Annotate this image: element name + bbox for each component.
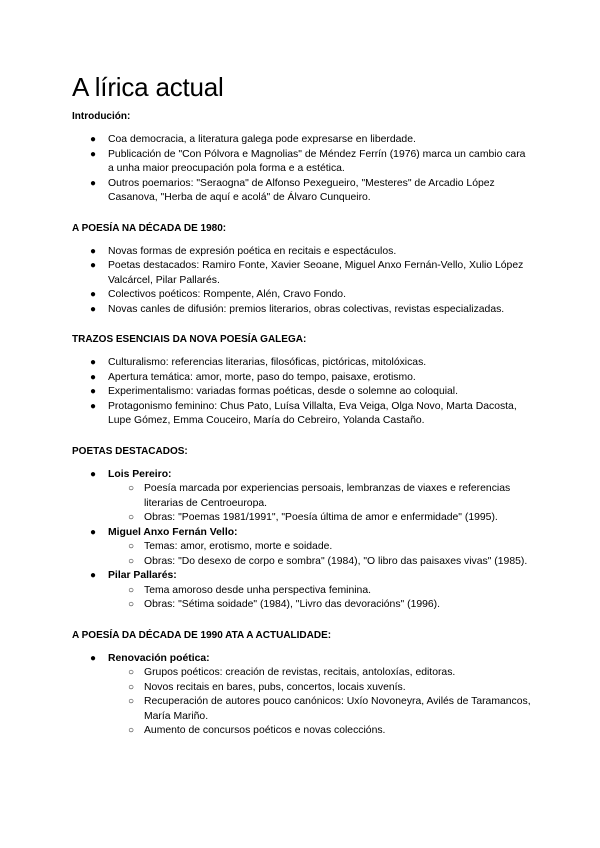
bullet-icon: ●: [90, 386, 97, 397]
poet-name: Miguel Anxo Fernán Vello:: [108, 526, 238, 538]
list-item: ● Apertura temática: amor, morte, paso do tempo, paisaxe, erotismo.: [108, 371, 532, 386]
decada1990-list: [72, 652, 532, 739]
list-item: ● Outros poemarios: "Seraogna" de Alfonso Pexegueiro, "Mesteres" de Arcadio López Casanova, "Herba de aquí e acolá" de Álvaro Cunqueiro.: [90, 177, 495, 203]
document-title: A lírica actual: [72, 72, 224, 102]
section-heading-1990: A POESÍA DA DÉCADA DE 1990 ATA A ACTUALIDADE:: [72, 629, 332, 641]
list-item: ○ Tema amoroso desde unha perspectiva feminina.: [144, 584, 532, 599]
renovacion-sublist: [108, 666, 532, 739]
bullet-icon: ●: [90, 400, 97, 412]
poet-sublist: [108, 482, 532, 526]
circle-bullet-icon: ○: [128, 667, 135, 678]
poetas-list: [72, 468, 532, 613]
list-item: ● Novas formas de expresión poética en recitais e espectáculos.: [108, 245, 532, 260]
document-page: [72, 70, 532, 739]
list-item: ○ Novos recitais en bares, pubs, concertos, locais xuvenís.: [144, 681, 532, 696]
list-item: ○ Obras: "Poemas 1981/1991", "Poesía última de amor e enfermidade" (1995).: [144, 511, 532, 526]
renovacion-group: [90, 652, 532, 739]
poet-group: [90, 526, 532, 570]
bullet-icon: ●: [90, 134, 97, 145]
poet-sublist: [108, 540, 532, 569]
poet-name: Pilar Pallarés:: [108, 570, 177, 581]
group-name: Renovación poética:: [108, 652, 210, 664]
poet-sublist: [108, 584, 532, 613]
circle-bullet-icon: ○: [128, 512, 135, 523]
circle-bullet-icon: ○: [128, 696, 135, 707]
list-item: ● Colectivos poéticos: Rompente, Alén, Cravo Fondo.: [108, 288, 532, 303]
bullet-icon: ●: [90, 148, 97, 160]
section-heading-trazos: TRAZOS ESENCIAIS DA NOVA POESÍA GALEGA:: [72, 334, 307, 345]
intro-heading: Introdución:: [72, 111, 131, 122]
bullet-icon: ●: [90, 260, 97, 271]
list-item: ● Publicación de "Con Pólvora e Magnolias" de Méndez Ferrín (1976) marca un cambio cara a unha maior preocupación pola forma e a estética.: [90, 148, 526, 174]
list-item: ● Coa democracia, a literatura galega pode expresarse en liberdade.: [108, 133, 532, 148]
bullet-icon: ●: [90, 303, 97, 315]
bullet-icon: ●: [90, 177, 97, 189]
bullet-icon: ●: [90, 652, 97, 664]
list-item: ● Culturalismo: referencias literarias, filosóficas, pictóricas, mitolóxicas.: [108, 356, 532, 371]
section-heading-poetas: POETAS DESTACADOS:: [72, 445, 188, 457]
bullet-icon: ●: [90, 289, 97, 300]
trazos-list: [72, 356, 532, 429]
poet-group: [90, 468, 532, 526]
list-item: ○ Grupos poéticos: creación de revistas, recitais, antoloxías, editoras.: [144, 666, 532, 681]
circle-bullet-icon: ○: [128, 584, 135, 596]
circle-bullet-icon: ○: [128, 725, 135, 736]
bullet-icon: ●: [90, 468, 97, 480]
decada1980-list: [72, 245, 532, 318]
bullet-icon: ●: [90, 357, 97, 368]
list-item: ○ Obras: "Sétima soidade" (1984), "Livro das devoracións" (1996).: [144, 598, 532, 613]
list-item: ● Poetas destacados: Ramiro Fonte, Xavier Seoane, Miguel Anxo Fernán-Vello, Xulio López Valcárcel, Pilar Pallarés.: [90, 260, 524, 286]
list-item: ○ Obras: "Do desexo de corpo e sombra" (1984), "O libro das paisaxes vivas" (1985).: [144, 555, 532, 570]
bullet-icon: ●: [90, 371, 97, 383]
bullet-icon: ●: [90, 526, 97, 538]
poet-group: [90, 569, 532, 613]
circle-bullet-icon: ○: [128, 541, 135, 552]
circle-bullet-icon: ○: [128, 599, 135, 610]
list-item: ● Experimentalismo: variadas formas poéticas, desde o solemne ao coloquial.: [108, 385, 532, 400]
list-item: ● Protagonismo feminino: Chus Pato, Luísa Villalta, Eva Veiga, Olga Novo, Marta Dacosta, Lupe Gómez, Emma Couceiro, María do Cebreiro, Yolanda Castaño.: [90, 400, 517, 426]
list-item: ○ Recuperación de autores pouco canónicos: Uxío Novoneyra, Avilés de Taramancos, María Mariño.: [128, 696, 531, 722]
circle-bullet-icon: ○: [128, 483, 135, 494]
bullet-icon: ●: [90, 570, 97, 581]
list-item: ○ Aumento de concursos poéticos e novas coleccións.: [144, 724, 532, 739]
circle-bullet-icon: ○: [128, 681, 135, 693]
bullet-icon: ●: [90, 245, 97, 257]
poet-name: Lois Pereiro:: [108, 468, 172, 480]
list-item: ○ Poesía marcada por experiencias persoais, lembranzas de viaxes e referencias literarias de Centroeuropa.: [128, 483, 511, 509]
list-item: ● Novas canles de difusión: premios literarios, obras colectivas, revistas especializadas.: [108, 303, 532, 318]
circle-bullet-icon: ○: [128, 555, 135, 567]
intro-list: [72, 133, 532, 206]
list-item: ○ Temas: amor, erotismo, morte e soidade.: [144, 540, 532, 555]
section-heading-1980: A POESÍA NA DÉCADA DE 1980:: [72, 222, 227, 234]
